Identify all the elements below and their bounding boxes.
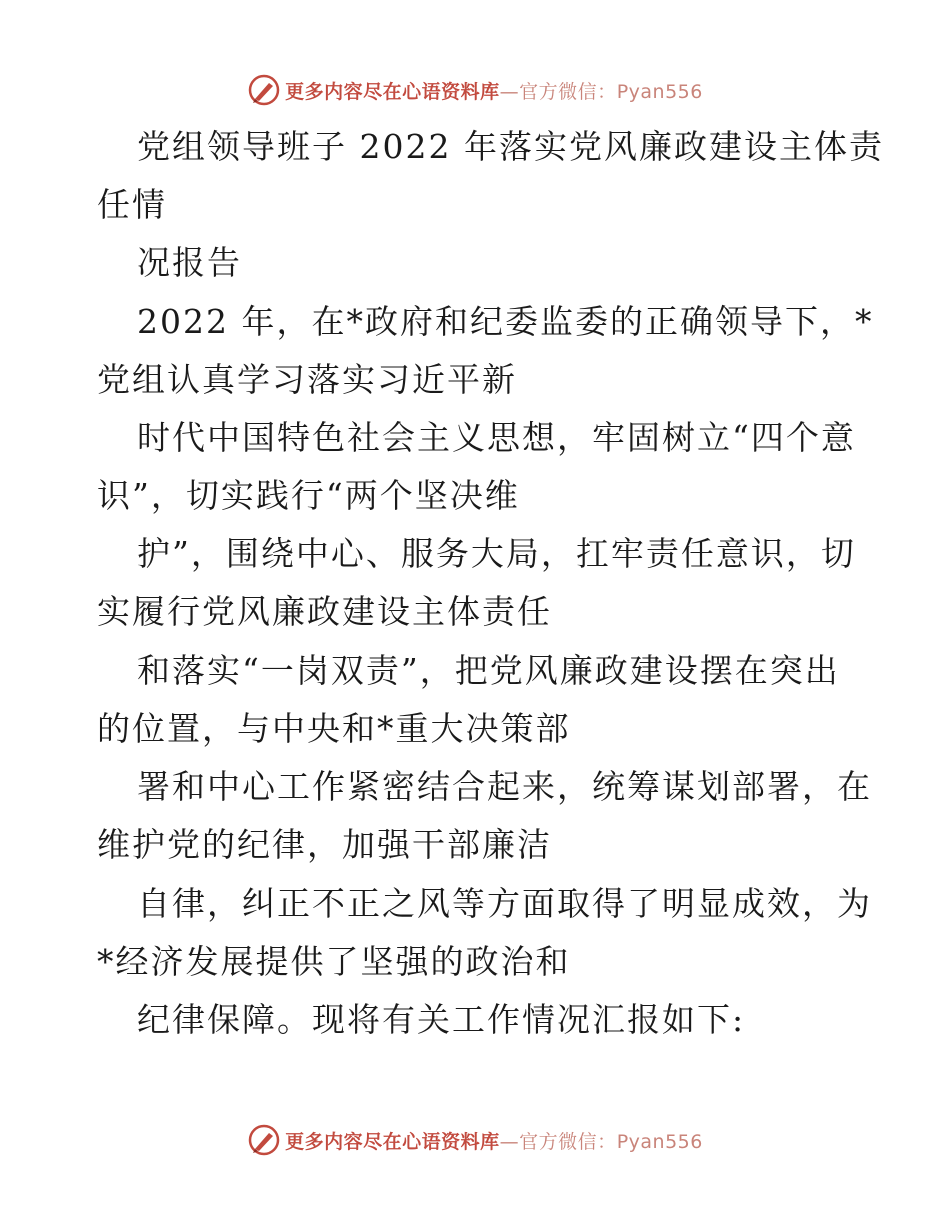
body-line: 维护党的纪律，加强干部廉洁 (97, 825, 552, 864)
body-line: 党组认真学习落实习近平新 (97, 360, 517, 399)
header-watermark (0, 70, 950, 110)
body-line: 纪律保障。现将有关工作情况汇报如下: (137, 1000, 746, 1039)
body-line: 的位置，与中央和*重大决策部 (97, 709, 571, 748)
body-line: 时代中国特色社会主义思想，牢固树立“四个意 (137, 418, 856, 457)
body-line: 护”，围绕中心、服务大局，扛牢责任意识，切 (137, 534, 856, 573)
body-line: 2022 年，在*政府和纪委监委的正确领导下，* (137, 302, 874, 341)
title-line-1: 党组领导班子 2022 年落实党风廉政建设主体责 (137, 127, 884, 166)
body-line: *经济发展提供了坚强的政治和 (97, 942, 571, 981)
body-line: 实履行党风廉政建设主体责任 (97, 592, 552, 631)
body-line: 识”，切实践行“两个坚决维 (97, 476, 520, 515)
body-line: 和落实“一岗双责”，把党风廉政建设摆在突出 (137, 651, 840, 690)
pen-logo-icon (247, 73, 281, 107)
footer-watermark (0, 1120, 950, 1160)
body-line: 自律，纠正不正之风等方面取得了明显成效，为 (137, 884, 872, 923)
watermark-text: 更多内容尽在心语资料库—官方微信：Pyan556 (285, 1130, 703, 1153)
watermark-text: 更多内容尽在心语资料库—官方微信：Pyan556 (285, 80, 703, 103)
pen-logo-icon (247, 1123, 281, 1157)
title-line-2: 任情 (97, 185, 167, 224)
title-line-3: 况报告 (137, 243, 242, 282)
body-line: 署和中心工作紧密结合起来，统筹谋划部署，在 (137, 767, 872, 806)
